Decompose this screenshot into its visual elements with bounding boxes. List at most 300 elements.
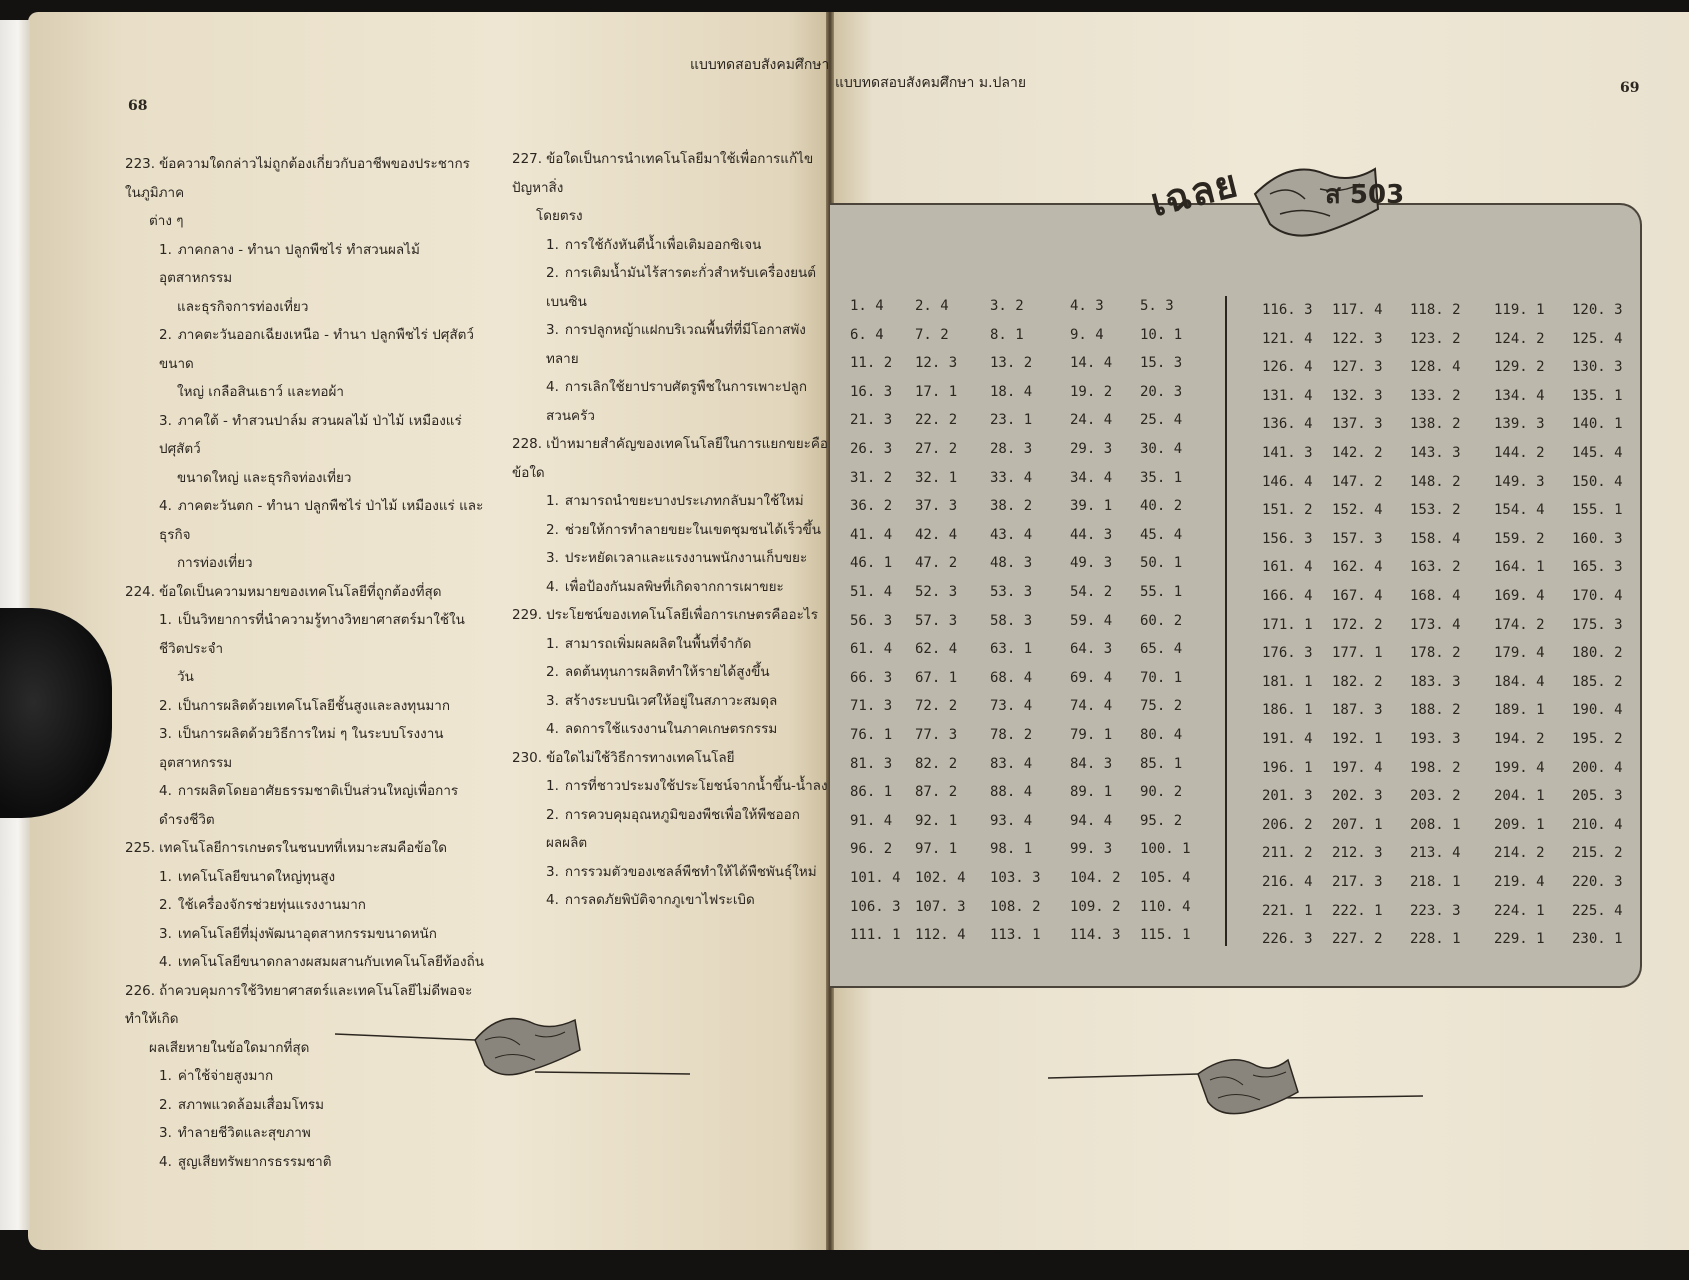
answer-cell: 5. 3 [1140, 298, 1174, 314]
answer-cell: 140. 1 [1572, 416, 1623, 433]
answer-cell: 158. 4 [1410, 530, 1461, 547]
answer-cell: 11. 2 [850, 355, 893, 372]
answer-key-title [1146, 160, 1430, 232]
answer-option [512, 858, 832, 887]
answer-cell: 79. 1 [1070, 727, 1113, 743]
answer-cell: 196. 1 [1262, 759, 1313, 776]
answer-cell: 75. 2 [1140, 698, 1183, 715]
answer-cell: 24. 4 [1070, 412, 1113, 429]
answer-cell: 42. 4 [915, 526, 958, 543]
question [125, 578, 485, 835]
option-text: ภาคตะวันตก - ทำนา ปลูกพืชไร่ ป่าไม้ เหมืองแร่ และธุรกิจ [159, 498, 484, 543]
option-text: การรวมตัวของเซลล์พืชทำให้ได้พืชพันธุ์ใหม่ [564, 863, 817, 880]
answer-cell: 64. 3 [1070, 641, 1113, 658]
answer-cell: 8. 1 [990, 326, 1024, 343]
answer-cell: 206. 2 [1262, 816, 1313, 833]
page-number-left: 68 [128, 98, 148, 114]
answer-option [512, 544, 832, 573]
option-text-continued: ขนาดใหญ่ และธุรกิจท่องเที่ยว [177, 469, 352, 486]
answer-option [512, 630, 832, 659]
answer-cell: 12. 3 [915, 355, 958, 372]
answer-cell: 148. 2 [1410, 473, 1461, 490]
answer-cell: 155. 1 [1572, 502, 1623, 519]
answer-cell: 173. 4 [1410, 616, 1461, 633]
option-number: 1. [159, 241, 172, 258]
answer-cell: 227. 2 [1332, 931, 1383, 948]
answer-cell: 230. 1 [1572, 931, 1623, 948]
answer-cell: 10. 1 [1140, 326, 1183, 343]
question-stem [512, 430, 832, 487]
option-text-continued: ใหญ่ เกลือสินเธาว์ และทอผ้า [177, 384, 344, 400]
answer-cell: 85. 1 [1140, 755, 1183, 772]
option-text-continued: การท่องเที่ยว [177, 555, 253, 571]
answer-cell: 204. 1 [1494, 788, 1545, 805]
answer-cell: 145. 4 [1572, 445, 1623, 461]
answer-cell: 34. 4 [1070, 469, 1113, 486]
answer-cell: 57. 3 [915, 612, 958, 629]
answer-cell: 159. 2 [1494, 530, 1545, 547]
answer-cell: 16. 3 [850, 383, 893, 400]
answer-option [512, 658, 832, 687]
question [512, 601, 832, 744]
answer-cell: 179. 4 [1494, 645, 1545, 662]
option-text: เพื่อป้องกันมลพิษที่เกิดจากการเผาขยะ [564, 578, 784, 595]
question-text: ข้อความใดกล่าวไม่ถูกต้องเกี่ยวกับอาชีพของประชากรในภูมิภาค [125, 156, 470, 201]
answer-cell: 1. 4 [850, 298, 884, 314]
question-number: 225. [125, 840, 156, 856]
answer-cell: 213. 4 [1410, 845, 1461, 862]
answer-option [125, 321, 485, 378]
answer-cell: 165. 3 [1572, 559, 1623, 576]
answer-cell: 47. 2 [915, 555, 958, 572]
option-text: ค่าใช้จ่ายสูงมาก [177, 1068, 274, 1084]
question-number: 226. [125, 982, 156, 999]
answer-cell: 108. 2 [990, 898, 1041, 915]
option-number: 1. [159, 868, 172, 885]
question [125, 834, 485, 977]
answer-cell: 126. 4 [1262, 359, 1313, 376]
option-number: 4. [546, 892, 559, 908]
option-text: ลดต้นทุนการผลิตทำให้รายได้สูงขึ้น [564, 664, 770, 680]
answer-cell: 41. 4 [850, 526, 893, 543]
option-number: 3. [159, 1125, 172, 1141]
question-text: ข้อใดเป็นการนำเทคโนโลยีมาใช้เพื่อการแก้ไขปัญหาสิ่ง [512, 151, 814, 196]
question-column-2 [512, 145, 832, 915]
answer-cell: 78. 2 [990, 727, 1033, 743]
answer-cell: 164. 1 [1494, 559, 1545, 576]
answer-cell: 185. 2 [1572, 673, 1623, 690]
answer-cell: 56. 3 [850, 612, 893, 629]
answer-cell: 67. 1 [915, 669, 958, 686]
answer-option [125, 948, 485, 977]
answer-option [125, 407, 485, 464]
answer-cell: 151. 2 [1262, 502, 1313, 519]
answer-column-divider [1225, 296, 1227, 946]
answer-cell: 110. 4 [1140, 898, 1191, 915]
answer-cell: 197. 4 [1332, 759, 1383, 776]
answer-cell: 28. 3 [990, 441, 1033, 457]
answer-option [512, 373, 832, 430]
question [512, 430, 832, 601]
answer-cell: 229. 1 [1494, 931, 1545, 948]
answer-cell: 107. 3 [915, 898, 966, 915]
answer-cell: 186. 1 [1262, 702, 1313, 719]
option-text: ภาคกลาง - ทำนา ปลูกพืชไร่ ทำสวนผลไม้ อุตสาหกรรม [159, 241, 420, 286]
option-number: 2. [159, 327, 172, 343]
option-text: ใช้เครื่องจักรช่วยทุ่นแรงงานมาก [177, 897, 366, 913]
answer-cell: 82. 2 [915, 755, 958, 772]
option-text: สามารถเพิ่มผลผลิตในพื้นที่จำกัด [564, 635, 752, 652]
answer-cell: 53. 3 [990, 584, 1033, 600]
option-text: การที่ชาวประมงใช้ประโยชน์จากน้ำขึ้น-น้ำลง [564, 778, 828, 794]
answer-cell: 128. 4 [1410, 359, 1461, 376]
option-number: 2. [546, 265, 559, 281]
answer-option [512, 715, 832, 744]
option-number: 4. [159, 954, 172, 970]
question-stem [125, 834, 485, 863]
option-text: สร้างระบบนิเวศให้อยู่ในสภาวะสมดุล [564, 692, 778, 709]
answer-cell: 60. 2 [1140, 612, 1183, 629]
option-number: 1. [159, 1068, 172, 1084]
answer-cell: 89. 1 [1070, 784, 1113, 801]
answer-cell: 170. 4 [1572, 588, 1623, 604]
answer-cell: 215. 2 [1572, 845, 1623, 862]
option-number: 4. [159, 498, 172, 514]
option-number: 1. [159, 612, 172, 628]
answer-option [125, 920, 485, 949]
answer-cell: 7. 2 [915, 326, 949, 343]
answer-cell: 226. 3 [1262, 931, 1313, 948]
answer-cell: 84. 3 [1070, 755, 1113, 772]
answer-cell: 139. 3 [1494, 416, 1545, 433]
answer-option [125, 891, 485, 920]
answer-cell: 96. 2 [850, 841, 893, 858]
answer-option [512, 259, 832, 316]
answer-option [512, 487, 832, 516]
running-header-right: แบบทดสอบสังคมศึกษา ม.ปลาย [835, 75, 1027, 91]
answer-cell: 31. 2 [850, 469, 893, 486]
answer-cell: 20. 3 [1140, 383, 1183, 400]
option-text: เทคโนโลยีขนาดกลางผสมผสานกับเทคโนโลยีท้องถิ่น [177, 954, 484, 970]
answer-cell: 61. 4 [850, 641, 893, 658]
answer-cell: 154. 4 [1494, 502, 1545, 519]
answer-cell: 182. 2 [1332, 673, 1383, 690]
question-number: 223. [125, 156, 156, 172]
answer-cell: 2. 4 [915, 298, 949, 314]
answer-cell: 217. 3 [1332, 874, 1383, 890]
option-text: เทคโนโลยีขนาดใหญ่ทุนสูง [177, 868, 336, 885]
answer-cell: 72. 2 [915, 698, 958, 715]
answer-cell: 146. 4 [1262, 473, 1313, 490]
option-number: 3. [159, 925, 172, 942]
answer-cell: 123. 2 [1410, 330, 1461, 347]
option-number: 4. [546, 578, 559, 595]
answer-cell: 92. 1 [915, 812, 958, 829]
answer-cell: 112. 4 [915, 927, 966, 944]
option-number: 2. [159, 897, 172, 913]
answer-cell: 104. 2 [1070, 870, 1121, 886]
answer-cell: 101. 4 [850, 870, 901, 886]
answer-cell: 73. 4 [990, 698, 1033, 715]
option-number: 1. [546, 635, 559, 652]
question-text: ข้อใดเป็นความหมายของเทคโนโลยีที่ถูกต้องที่สุด [159, 583, 442, 600]
answer-cell: 150. 4 [1572, 473, 1623, 490]
answer-cell: 211. 2 [1262, 845, 1313, 862]
answer-cell: 168. 4 [1410, 588, 1461, 604]
answer-cell: 39. 1 [1070, 498, 1113, 515]
answer-cell: 122. 3 [1332, 330, 1383, 347]
answer-option [125, 236, 485, 293]
answer-cell: 102. 4 [915, 870, 966, 886]
answer-cell: 130. 3 [1572, 359, 1623, 376]
answer-cell: 100. 1 [1140, 841, 1191, 858]
option-text: ภาคใต้ - ทำสวนปาล์ม สวนผลไม้ ป่าไม้ เหมืองแร่ ปศุสัตว์ [159, 412, 462, 457]
answer-cell: 187. 3 [1332, 702, 1383, 719]
option-number: 2. [546, 521, 559, 538]
answer-cell: 94. 4 [1070, 812, 1113, 829]
map-ornament-left [335, 1010, 695, 1080]
answer-cell: 69. 4 [1070, 669, 1113, 686]
question-number: 227. [512, 151, 543, 167]
option-text: การเลิกใช้ยาปราบศัตรูพืชในการเพาะปลูกสวนครัว [546, 379, 808, 424]
option-text: การใช้กังหันตีน้ำเพื่อเติมออกซิเจน [564, 236, 762, 253]
answer-cell: 88. 4 [990, 784, 1033, 801]
answer-cell: 54. 2 [1070, 584, 1113, 600]
question-text-continued: ผลเสียหายในข้อใดมากที่สุด [149, 1039, 310, 1056]
answer-option [125, 1148, 485, 1177]
answer-cell: 63. 1 [990, 641, 1033, 658]
answer-option [125, 720, 485, 777]
answer-cell: 142. 2 [1332, 445, 1383, 461]
answer-cell: 109. 2 [1070, 898, 1121, 915]
answer-cell: 203. 2 [1410, 788, 1461, 805]
question-number: 230. [512, 749, 543, 766]
answer-cell: 172. 2 [1332, 616, 1383, 633]
answer-option [125, 863, 485, 892]
answer-cell: 9. 4 [1070, 326, 1104, 343]
answer-cell: 3. 2 [990, 298, 1024, 314]
answer-cell: 97. 1 [915, 841, 958, 858]
question-text: เทคโนโลยีการเกษตรในชนบทที่เหมาะสมคือข้อใด [159, 840, 448, 856]
option-text: การลดภัยพิบัติจากภูเขาไฟระเบิด [564, 892, 755, 908]
answer-cell: 152. 4 [1332, 502, 1383, 519]
answer-cell: 105. 4 [1140, 870, 1191, 886]
answer-cell: 216. 4 [1262, 874, 1313, 890]
answer-cell: 26. 3 [850, 441, 893, 457]
answer-cell: 201. 3 [1262, 788, 1313, 805]
option-number: 2. [159, 697, 172, 714]
answer-cell: 214. 2 [1494, 845, 1545, 862]
answer-cell: 32. 1 [915, 469, 958, 486]
answer-option [125, 492, 485, 549]
answer-cell: 116. 3 [1262, 302, 1313, 318]
answer-cell: 59. 4 [1070, 612, 1113, 629]
answer-cell: 169. 4 [1494, 588, 1545, 604]
answer-option [512, 687, 832, 716]
answer-cell: 153. 2 [1410, 502, 1461, 519]
answer-cell: 95. 2 [1140, 812, 1183, 829]
answer-cell: 149. 3 [1494, 473, 1545, 490]
question [512, 744, 832, 915]
option-number: 3. [546, 322, 559, 338]
question-number: 228. [512, 436, 543, 452]
answer-cell: 124. 2 [1494, 330, 1545, 347]
answer-cell: 205. 3 [1572, 788, 1623, 805]
answer-cell: 222. 1 [1332, 902, 1383, 919]
answer-option [125, 692, 485, 721]
answer-cell: 223. 3 [1410, 902, 1461, 919]
answer-cell: 208. 1 [1410, 816, 1461, 833]
answer-cell: 184. 4 [1494, 673, 1545, 690]
answer-cell: 62. 4 [915, 641, 958, 658]
answer-cell: 4. 3 [1070, 298, 1104, 314]
answer-cell: 136. 4 [1262, 416, 1313, 433]
answer-option [512, 801, 832, 858]
question-number: 224. [125, 583, 156, 600]
answer-cell: 40. 2 [1140, 498, 1183, 515]
answer-option [125, 1119, 485, 1148]
answer-cell: 117. 4 [1332, 302, 1383, 318]
option-text: สามารถนำขยะบางประเภทกลับมาใช้ใหม่ [564, 493, 804, 509]
option-number: 3. [546, 550, 559, 566]
answer-cell: 166. 4 [1262, 588, 1313, 604]
answer-cell: 91. 4 [850, 812, 893, 829]
answer-cell: 52. 3 [915, 584, 958, 600]
answer-cell: 147. 2 [1332, 473, 1383, 490]
answer-cell: 17. 1 [915, 383, 958, 400]
question-stem [512, 744, 832, 773]
answer-cell: 70. 1 [1140, 669, 1183, 686]
answer-cell: 120. 3 [1572, 302, 1623, 318]
answer-cell: 114. 3 [1070, 927, 1121, 944]
option-text: เป็นการผลิตด้วยวิธีการใหม่ ๆ ในระบบโรงงานอุตสาหกรรม [159, 726, 444, 771]
answer-cell: 171. 1 [1262, 616, 1313, 633]
answer-cell: 77. 3 [915, 727, 958, 743]
answer-option [125, 1091, 485, 1120]
answer-cell: 228. 1 [1410, 931, 1461, 948]
answer-cell: 30. 4 [1140, 441, 1183, 457]
answer-option [512, 231, 832, 260]
answer-cell: 218. 1 [1410, 874, 1461, 890]
answer-cell: 134. 4 [1494, 387, 1545, 404]
answer-cell: 90. 2 [1140, 784, 1183, 801]
answer-cell: 76. 1 [850, 727, 893, 743]
answer-cell: 138. 2 [1410, 416, 1461, 433]
answer-cell: 18. 4 [990, 383, 1033, 400]
answer-code-text: ส 503 [1325, 180, 1405, 210]
answer-cell: 87. 2 [915, 784, 958, 801]
answer-cell: 37. 3 [915, 498, 958, 515]
answer-cell: 176. 3 [1262, 645, 1313, 662]
option-text-continued: วัน [177, 669, 194, 685]
answer-cell: 27. 2 [915, 441, 958, 457]
answer-cell: 194. 2 [1494, 731, 1545, 747]
option-text: เป็นวิทยาการที่นำความรู้ทางวิทยาศาสตร์มาใช้ในชีวิตประจำ [159, 612, 465, 657]
option-text: ทำลายชีวิตและสุขภาพ [177, 1125, 311, 1141]
answer-cell: 71. 3 [850, 698, 893, 715]
question-stem [512, 601, 832, 630]
option-number: 4. [546, 379, 559, 395]
answer-cell: 44. 3 [1070, 526, 1113, 543]
answer-cell: 220. 3 [1572, 874, 1623, 890]
answer-option [512, 573, 832, 602]
answer-cell: 200. 4 [1572, 759, 1623, 776]
answer-cell: 127. 3 [1332, 359, 1383, 376]
option-text: เทคโนโลยีที่มุ่งพัฒนาอุตสาหกรรมขนาดหนัก [177, 925, 437, 942]
answer-cell: 58. 3 [990, 612, 1033, 629]
answer-cell: 132. 3 [1332, 387, 1383, 404]
question-text-continued: ต่าง ๆ [149, 213, 184, 229]
answer-cell: 106. 3 [850, 898, 901, 915]
answer-cell: 224. 1 [1494, 902, 1545, 919]
map-ornament-right [1048, 1050, 1428, 1120]
answer-cell: 183. 3 [1410, 673, 1461, 690]
answer-cell: 113. 1 [990, 927, 1041, 944]
answer-cell: 221. 1 [1262, 902, 1313, 919]
answer-cell: 143. 3 [1410, 445, 1461, 461]
answer-cell: 121. 4 [1262, 330, 1313, 347]
answer-cell: 199. 4 [1494, 759, 1545, 776]
answer-cell: 66. 3 [850, 669, 893, 686]
answer-cell: 81. 3 [850, 755, 893, 772]
answer-cell: 167. 4 [1332, 588, 1383, 604]
answer-cell: 141. 3 [1262, 445, 1313, 461]
answer-cell: 46. 1 [850, 555, 893, 572]
answer-cell: 144. 2 [1494, 445, 1545, 461]
option-number: 3. [159, 726, 172, 742]
answer-cell: 6. 4 [850, 326, 884, 343]
answer-option [125, 606, 485, 663]
answer-cell: 19. 2 [1070, 383, 1113, 400]
answer-cell: 35. 1 [1140, 469, 1183, 486]
answer-cell: 21. 3 [850, 412, 893, 429]
option-text: การควบคุมอุณหภูมิของพืชเพื่อให้พืชออกผลผลิต [546, 806, 800, 851]
option-text: ภาคตะวันออกเฉียงเหนือ - ทำนา ปลูกพืชไร่ ปศุสัตว์ขนาด [159, 327, 474, 372]
option-text: ช่วยให้การทำลายขยะในเขตชุมชนได้เร็วขึ้น [564, 521, 822, 538]
option-text: สูญเสียทรัพยากรธรรมชาติ [177, 1153, 332, 1170]
option-number: 4. [546, 721, 559, 737]
option-text: การปลูกหญ้าแฝกบริเวณพื้นที่ที่มีโอกาสพังทลาย [546, 322, 806, 367]
answer-cell: 68. 4 [990, 669, 1033, 686]
answer-cell: 202. 3 [1332, 788, 1383, 805]
question-number: 229. [512, 607, 543, 623]
answer-cell: 115. 1 [1140, 927, 1191, 944]
question-text: เป้าหมายสำคัญของเทคโนโลยีในการแยกขยะคือข้อใด [512, 436, 828, 481]
option-text-continued: และธุรกิจการท่องเที่ยว [177, 298, 309, 315]
answer-cell: 178. 2 [1410, 645, 1461, 662]
answer-cell: 133. 2 [1410, 387, 1461, 404]
answer-cell: 83. 4 [990, 755, 1033, 772]
answer-option [512, 886, 832, 915]
answer-cell: 163. 2 [1410, 559, 1461, 576]
question [125, 150, 485, 578]
option-number: 4. [159, 783, 172, 799]
answer-cell: 198. 2 [1410, 759, 1461, 776]
answer-cell: 38. 2 [990, 498, 1033, 515]
page-number-right: 69 [1620, 80, 1640, 96]
answer-cell: 14. 4 [1070, 355, 1113, 372]
answer-cell: 174. 2 [1494, 616, 1545, 633]
option-number: 2. [546, 664, 559, 680]
answer-cell: 191. 4 [1262, 731, 1313, 747]
option-text: ลดการใช้แรงงานในภาคเกษตรกรรม [564, 721, 778, 737]
option-number: 2. [546, 806, 559, 823]
answer-cell: 225. 4 [1572, 902, 1623, 919]
question-text-continued: โดยตรง [536, 208, 583, 224]
answer-cell: 192. 1 [1332, 731, 1383, 747]
answer-cell: 15. 3 [1140, 355, 1183, 372]
answer-cell: 74. 4 [1070, 698, 1113, 715]
